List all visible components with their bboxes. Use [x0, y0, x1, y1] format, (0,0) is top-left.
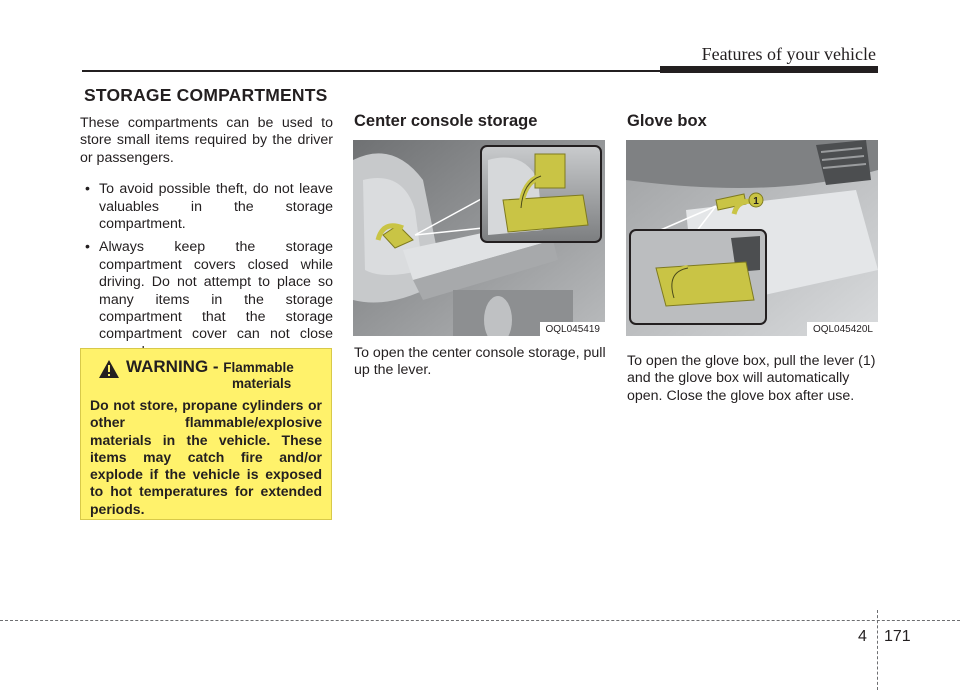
- footer-rule: [0, 620, 960, 621]
- intro-column: [80, 115, 333, 367]
- bullet-item: • To avoid possible theft, do not leave valuables in the storage compartment.: [80, 181, 333, 233]
- glove-box-photo: [626, 140, 878, 336]
- glove-box-text: To open the glove box, pull the lever (1) and the glove box will automatically open. Close the glove box after use.: [627, 353, 876, 404]
- image-code: OQL045420L: [807, 322, 878, 336]
- intro-paragraph: These compartments can be used to store small items required by the driver or passengers.: [80, 115, 333, 166]
- glove-box-heading: Glove box: [627, 112, 707, 130]
- image-code: OQL045419: [540, 322, 606, 336]
- header-rule-thick: [660, 66, 878, 73]
- glove-box-illustration: [626, 140, 878, 336]
- running-header: Features of your vehicle: [701, 44, 876, 64]
- center-console-illustration: [353, 140, 605, 336]
- warning-heading: [90, 357, 322, 391]
- intro-bullets: [80, 181, 333, 361]
- center-console-text: To open the center console storage, pull up the lever.: [354, 345, 606, 379]
- warning-label: WARNING - Flammable: [126, 357, 294, 376]
- header-rule: [82, 70, 660, 72]
- bullet-item: • Always keep the storage compartment covers closed while driving. Do not attempt to place so many items in the storage compartment that the storage compartment cover can not close: [80, 239, 333, 361]
- warning-triangle-icon: [98, 359, 120, 379]
- footer-divider: [877, 610, 878, 690]
- callout-number: 1: [753, 196, 759, 207]
- center-console-heading: Center console storage: [354, 112, 538, 130]
- warning-subject: Flammable: [223, 360, 294, 375]
- page-number: 171: [884, 628, 911, 645]
- warning-body: Do not store, propane cylinders or other flammable/explosive materials in the vehicle. These items may catch fire and/or explode if the vehicle is exposed to hot temperatures for extended periods.: [90, 397, 322, 517]
- section-title: STORAGE COMPARTMENTS: [84, 85, 328, 105]
- warning-subject-line2: materials: [232, 376, 292, 391]
- center-console-photo: [353, 140, 605, 336]
- chapter-number: 4: [858, 628, 867, 645]
- warning-box: [80, 348, 332, 520]
